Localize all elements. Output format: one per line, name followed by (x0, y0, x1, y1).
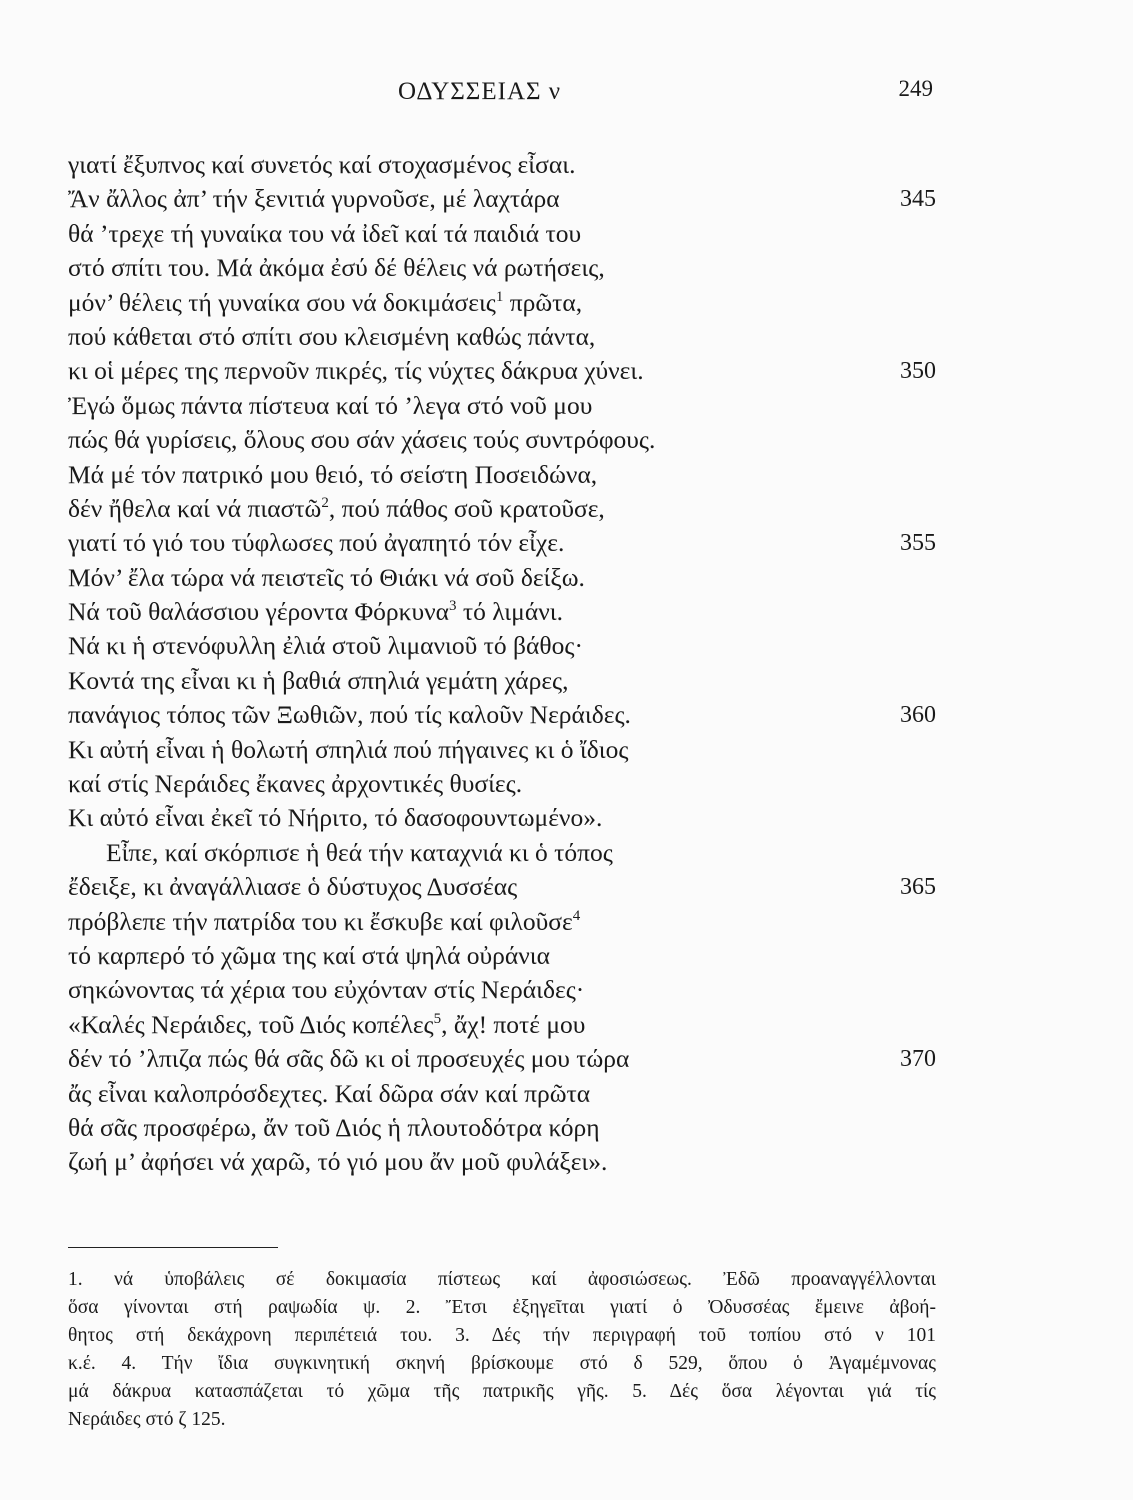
verse-number: 345 (900, 186, 936, 213)
verse-text (68, 735, 629, 764)
verse-text (68, 391, 592, 420)
verse-line (68, 1077, 936, 1111)
verse-text (68, 872, 517, 901)
verse-text-main: Μά μέ τόν πατρικό μου θειό, τό σείστη Ποσειδώνα, (68, 459, 598, 489)
verse-text (68, 597, 563, 626)
verse-block (68, 148, 936, 1180)
verse-text (68, 356, 644, 385)
verse-text (68, 941, 550, 970)
verse-text-main: Κοντά της εἶναι κι ἡ βαθιά σπηλιά γεμάτη χάρες, (68, 665, 569, 695)
verse-text (68, 1044, 629, 1073)
verse-text-main: δέν τό ’λπιζα πώς θά σᾶς δῶ κι οἱ προσευχές μου τώρα (68, 1044, 630, 1074)
footnote-marker: 3 (449, 598, 457, 615)
verse-text (68, 528, 564, 557)
verse-text-after: , ἄχ! ποτέ μου (441, 1009, 586, 1039)
verse-line (68, 664, 936, 698)
verse-line (68, 148, 936, 182)
verse-line (68, 905, 936, 939)
footnote-line: θητος στή δεκάχρονη περιπέτειά του. 3. Δές τήν περιγραφή τοῦ τοπίου στό ν 101 (68, 1325, 936, 1346)
footnote-line: κ.έ. 4. Τήν ἴδια συγκινητική σκηνή βρίσκουμε στό δ 529, ὅπου ὁ Ἀγαμέμνονας (68, 1353, 936, 1374)
footnote-line: ὅσα γίνονται στή ραψωδία ψ. 2. Ἔτσι ἐξηγεῖται γιατί ὁ Ὀδυσσέας ἔμεινε ἀβοή- (68, 1297, 936, 1318)
verse-text (68, 150, 575, 179)
verse-text (68, 253, 605, 282)
verse-text (68, 494, 605, 523)
verse-text-main: ἔδειξε, κι ἀναγάλλιασε ὁ δύστυχος Δυσσέας (68, 872, 518, 902)
verse-text-after: , πού πάθος σοῦ κρατοῦσε, (328, 493, 605, 523)
verse-text (68, 219, 581, 248)
verse-line (68, 354, 936, 388)
verse-text-main: Ἄν ἄλλος ἀπ’ τήν ξενιτιά γυρνοῦσε, μέ λαχτάρα (68, 184, 560, 214)
verse-text (68, 631, 583, 660)
verse-text-main: γιατί τό γιό του τύφλωσες πού ἀγαπητό τόν εἶχε. (68, 528, 565, 558)
verse-text (68, 666, 569, 695)
verse-text-main: πώς θά γυρίσεις, ὅλους σου σάν χάσεις τούς συντρόφους. (68, 425, 656, 455)
verse-text-main: Κι αὐτό εἶναι ἐκεῖ τό Νήριτο, τό δασοφουντωμένο». (68, 803, 603, 833)
verse-text (68, 975, 584, 1004)
verse-text-main: τό καρπερό τό χῶμα της καί στά ψηλά οὐράνια (68, 940, 551, 970)
verse-text-main: δέν ἤθελα καί νά πιαστῶ (68, 493, 322, 523)
verse-line (68, 217, 936, 251)
verse-text-after: πρῶτα, (503, 287, 583, 317)
verse-text-main: θά σᾶς προσφέρω, ἄν τοῦ Διός ἡ πλουτοδότρα κόρη (68, 1112, 600, 1142)
verse-line (68, 1111, 936, 1145)
footnotes (68, 1266, 936, 1434)
verse-text (68, 288, 582, 317)
verse-text (68, 803, 602, 832)
verse-line (68, 801, 936, 835)
verse-line (68, 389, 936, 423)
verse-line (68, 698, 936, 732)
verse-text-main: πανάγιος τόπος τῶν Ξωθιῶν, πού τίς καλοῦν Νεράιδες. (68, 700, 631, 730)
page-number: 249 (898, 76, 933, 101)
verse-text (68, 425, 655, 454)
verse-number: 355 (900, 530, 936, 557)
verse-text-main: Νά κι ἡ στενόφυλλη ἐλιά στοῦ λιμανιοῦ τό βάθος· (68, 631, 583, 661)
verse-line (68, 1145, 936, 1179)
verse-text-main: ἄς εἶναι καλοπρόσδεχτες. Καί δῶρα σάν καί πρῶτα (68, 1078, 591, 1108)
verse-line (68, 767, 936, 801)
footnote-marker: 1 (495, 288, 504, 305)
verse-text (68, 1010, 585, 1039)
running-header (0, 72, 1133, 112)
verse-text (68, 769, 522, 798)
verse-text (68, 700, 631, 729)
verse-text-main: Μόν’ ἔλα τώρα νά πειστεῖς τό Θιάκι νά σοῦ δείξω. (68, 562, 585, 592)
verse-line (68, 492, 936, 526)
verse-line (68, 561, 936, 595)
verse-text-main: σηκώνοντας τά χέρια του εὐχόνταν στίς Νεράιδες· (68, 975, 585, 1005)
verse-text-main: «Καλές Νεράιδες, τοῦ Διός κοπέλες (68, 1009, 434, 1039)
verse-text-main: μόν’ θέλεις τή γυναίκα σου νά δοκιμάσεις (68, 287, 496, 317)
verse-text-main: Κι αὐτή εἶναι ἡ θολωτή σπηλιά πού πήγαινες κι ὁ ἴδιος (68, 734, 629, 764)
footnote-divider (68, 1247, 278, 1248)
verse-line (68, 182, 936, 216)
footnote-marker: 2 (321, 494, 329, 511)
verse-line (68, 939, 936, 973)
verse-text (68, 563, 585, 592)
verse-text-main: Εἶπε, καί σκόρπισε ἡ θεά τήν καταχνιά κι ὁ τόπος (106, 837, 613, 867)
footnote-line: 1. νά ὑποβάλεις σέ δοκιμασία πίστεως καί ἀφοσιώσεως. Ἐδῶ προαναγγέλλονται (68, 1269, 936, 1290)
verse-line (68, 595, 936, 629)
verse-text-main: καί στίς Νεράιδες ἔκανες ἀρχοντικές θυσίες. (68, 769, 523, 799)
verse-line (68, 251, 936, 285)
verse-text-main: Ἐγώ ὅμως πάντα πίστευα καί τό ’λεγα στό νοῦ μου (68, 390, 593, 420)
verse-text (68, 460, 597, 489)
verse-text (68, 1079, 590, 1108)
verse-text (68, 907, 580, 936)
verse-line (68, 973, 936, 1007)
footnote-line: Νεράιδες στό ζ 125. (68, 1409, 226, 1430)
footnote-marker: 4 (572, 907, 581, 924)
verse-text-main: ζωή μ’ ἀφήσει νά χαρῶ, τό γιό μου ἄν μοῦ φυλάξει». (68, 1147, 608, 1177)
verse-text-main: γιατί ἔξυπνος καί συνετός καί στοχασμένος εἶσαι. (68, 150, 576, 179)
verse-line (68, 629, 936, 663)
verse-text-main: πού κάθεται στό σπίτι σου κλεισμένη καθώς πάντα, (68, 321, 596, 351)
footnote-line: μά δάκρυα κατασπάζεται τό χῶμα τῆς πατρικῆς γῆς. 5. Δές ὅσα λέγονται γιά τίς (68, 1381, 936, 1402)
verse-line (68, 458, 936, 492)
verse-text (68, 1113, 600, 1142)
verse-text-main: Νά τοῦ θαλάσσιου γέροντα Φόρκυνα (68, 597, 449, 627)
verse-line (68, 1008, 936, 1042)
verse-line (68, 320, 936, 354)
verse-text-main: στό σπίτι του. Μά ἀκόμα ἐσύ δέ θέλεις νά ρωτήσεις, (68, 253, 605, 283)
verse-number: 365 (900, 874, 936, 901)
footnote-marker: 5 (433, 1010, 442, 1027)
verse-text (68, 838, 613, 867)
verse-text-main: πρόβλεπε τήν πατρίδα του κι ἔσκυβε καί φιλοῦσε (68, 906, 573, 936)
verse-text (68, 1147, 607, 1176)
verse-text (68, 322, 595, 351)
verse-line (68, 870, 936, 904)
verse-text-main: θά ’τρεχε τή γυναίκα του νά ἰδεῖ καί τά παιδιά του (68, 218, 582, 248)
verse-number: 370 (900, 1046, 936, 1073)
verse-number: 360 (900, 702, 936, 729)
verse-line (68, 286, 936, 320)
verse-text-after: τό λιμάνι. (456, 597, 563, 627)
verse-text-main: κι οἱ μέρες της περνοῦν πικρές, τίς νύχτες δάκρυα χύνει. (68, 356, 644, 386)
verse-line (68, 836, 936, 870)
verse-line (68, 423, 936, 457)
verse-line (68, 526, 936, 560)
verse-line (68, 1042, 936, 1076)
verse-number: 350 (900, 358, 936, 385)
book-title: ΟΔΥΣΣΕΙΑΣ ν (398, 78, 562, 105)
verse-line (68, 733, 936, 767)
verse-text (68, 184, 560, 213)
